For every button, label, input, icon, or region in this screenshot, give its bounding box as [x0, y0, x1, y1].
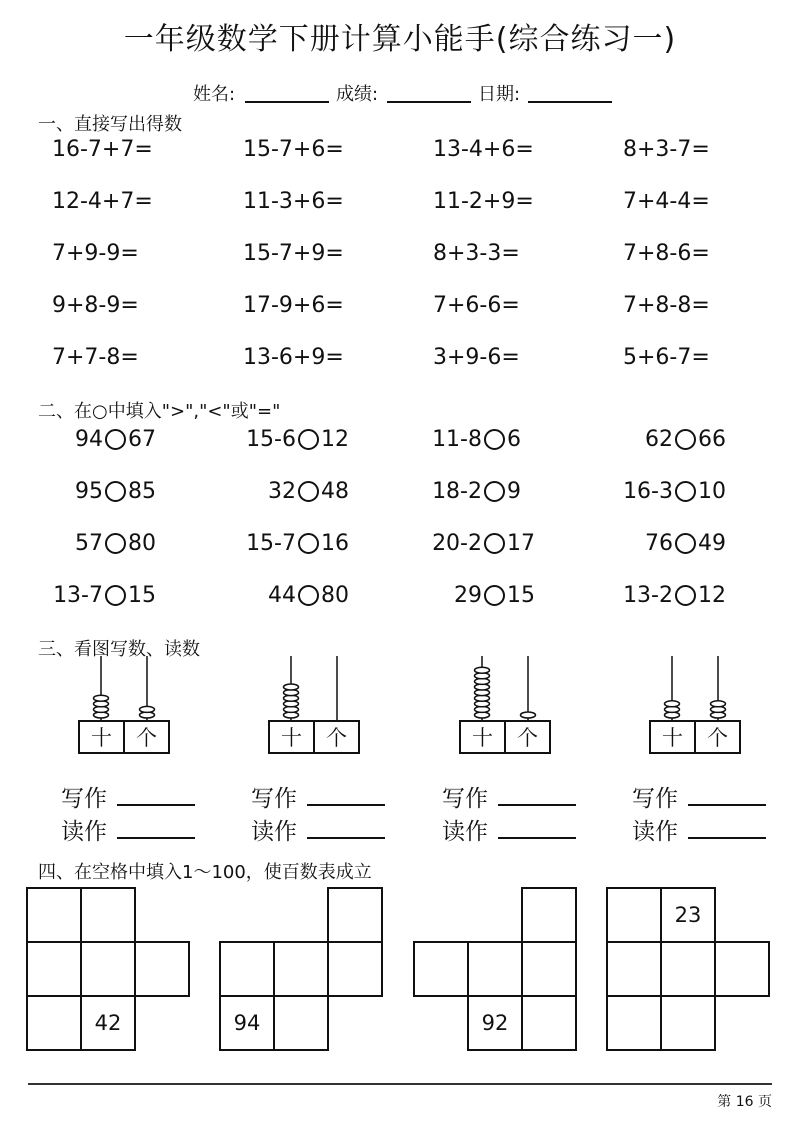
- exercise-item: 15-7+6=: [243, 137, 344, 162]
- exercise-item: 7+6-6=: [433, 293, 520, 318]
- read-row: [251, 813, 385, 846]
- exercise-item: 17-9+6=: [243, 293, 344, 318]
- answer-circle[interactable]: [105, 533, 126, 554]
- comparison-right: 15: [128, 583, 156, 608]
- blank-number-cell[interactable]: [413, 941, 469, 997]
- comparison-item: [565, 583, 800, 608]
- write-row: [442, 780, 576, 813]
- blank-number-cell[interactable]: [134, 941, 190, 997]
- comparison-left: 15-7: [246, 531, 296, 556]
- exercise-item: 15-7+9=: [243, 241, 344, 266]
- exercise-item: 13-6+9=: [243, 345, 344, 370]
- ones-place-box: 个: [313, 720, 360, 754]
- footer-divider: [28, 1083, 772, 1085]
- write-blank[interactable]: [307, 784, 385, 806]
- read-label: 读作: [61, 819, 107, 845]
- exercise-item: 7+8-8=: [623, 293, 710, 318]
- tens-bead: [94, 695, 109, 701]
- comparison-right: 80: [128, 531, 156, 556]
- blank-number-cell[interactable]: [273, 995, 329, 1051]
- read-blank[interactable]: [117, 817, 195, 839]
- write-row: [251, 780, 385, 813]
- name-label: 姓名:: [193, 84, 236, 105]
- blank-number-cell[interactable]: [80, 941, 136, 997]
- ones-bead: [711, 701, 726, 707]
- ones-place-box: 个: [504, 720, 551, 754]
- exercise-item: 12-4+7=: [52, 189, 153, 214]
- read-blank[interactable]: [498, 817, 576, 839]
- blank-number-cell[interactable]: [521, 995, 577, 1051]
- section4-heading: 四、在空格中填入1～100，使百数表成立: [38, 862, 372, 883]
- tens-place-box: 十: [268, 720, 315, 754]
- blank-number-cell[interactable]: [273, 941, 329, 997]
- comparison-left: 76: [645, 531, 673, 556]
- blank-number-cell[interactable]: [660, 941, 716, 997]
- date-blank[interactable]: [528, 101, 612, 103]
- ones-bead: [140, 706, 155, 712]
- exercise-item: 13-4+6=: [433, 137, 534, 162]
- comparison-right: 10: [698, 479, 726, 504]
- write-label: 写作: [442, 786, 488, 812]
- tens-bead: [284, 684, 299, 690]
- score-blank[interactable]: [387, 101, 471, 103]
- blank-number-cell[interactable]: [327, 941, 383, 997]
- blank-number-cell[interactable]: [521, 941, 577, 997]
- tens-bead: [665, 701, 680, 707]
- write-label: 写作: [632, 786, 678, 812]
- answer-circle[interactable]: [298, 429, 319, 450]
- blank-number-cell[interactable]: [219, 941, 275, 997]
- comparison-right: 67: [128, 427, 156, 452]
- comparison-right: 85: [128, 479, 156, 504]
- answer-circle[interactable]: [484, 429, 505, 450]
- blank-number-cell[interactable]: [467, 941, 523, 997]
- ones-bead: [521, 712, 536, 718]
- given-number-cell: 92: [467, 995, 523, 1051]
- write-label: 写作: [251, 786, 297, 812]
- comparison-right: 48: [321, 479, 349, 504]
- section1-heading: 一、直接写出得数: [38, 114, 182, 135]
- section2-heading: 二、在○中填入">","<"或"=": [38, 401, 281, 422]
- answer-circle[interactable]: [105, 481, 126, 502]
- write-blank[interactable]: [498, 784, 576, 806]
- comparison-item: [565, 531, 800, 556]
- answer-circle[interactable]: [675, 585, 696, 606]
- read-label: 读作: [632, 819, 678, 845]
- answer-circle[interactable]: [675, 533, 696, 554]
- comparison-left: 29: [454, 583, 482, 608]
- tens-place-box: 十: [78, 720, 125, 754]
- comparison-right: 66: [698, 427, 726, 452]
- ones-place-box: 个: [694, 720, 741, 754]
- comparison-left: 44: [268, 583, 296, 608]
- answer-circle[interactable]: [298, 481, 319, 502]
- read-label: 读作: [251, 819, 297, 845]
- exercise-item: 9+8-9=: [52, 293, 139, 318]
- read-row: [442, 813, 576, 846]
- comparison-left: 62: [645, 427, 673, 452]
- exercise-item: 11-2+9=: [433, 189, 534, 214]
- answer-circle[interactable]: [484, 585, 505, 606]
- comparison-right: 49: [698, 531, 726, 556]
- exercise-item: 5+6-7=: [623, 345, 710, 370]
- comparison-item: [565, 427, 800, 452]
- blank-number-cell[interactable]: [26, 887, 82, 943]
- comparison-right: 12: [698, 583, 726, 608]
- read-blank[interactable]: [688, 817, 766, 839]
- comparison-left: 13-7: [53, 583, 103, 608]
- section3-heading: 三、看图写数、读数: [38, 639, 200, 660]
- blank-number-cell[interactable]: [606, 941, 662, 997]
- given-number-cell: 42: [80, 995, 136, 1051]
- exercise-item: 3+9-6=: [433, 345, 520, 370]
- blank-number-cell[interactable]: [521, 887, 577, 943]
- comparison-left: 57: [75, 531, 103, 556]
- comparison-left: 94: [75, 427, 103, 452]
- answer-circle[interactable]: [484, 533, 505, 554]
- blank-number-cell[interactable]: [26, 941, 82, 997]
- worksheet-title: 一年级数学下册计算小能手(综合练习一): [123, 22, 677, 57]
- answer-circle[interactable]: [484, 481, 505, 502]
- answer-circle[interactable]: [675, 481, 696, 502]
- answer-circle[interactable]: [105, 429, 126, 450]
- answer-circle[interactable]: [105, 585, 126, 606]
- comparison-item: [565, 479, 800, 504]
- read-row: [632, 813, 766, 846]
- comparison-left: 15-6: [246, 427, 296, 452]
- comparison-left: 20-2: [432, 531, 482, 556]
- comparison-right: 12: [321, 427, 349, 452]
- answer-circle[interactable]: [298, 533, 319, 554]
- read-row: [61, 813, 195, 846]
- write-label: 写作: [61, 786, 107, 812]
- comparison-right: 6: [507, 427, 521, 452]
- tens-place-box: 十: [459, 720, 506, 754]
- tens-place-box: 十: [649, 720, 696, 754]
- score-label: 成绩:: [336, 84, 379, 105]
- comparison-left: 13-2: [623, 583, 673, 608]
- blank-number-cell[interactable]: [606, 995, 662, 1051]
- exercise-item: 7+7-8=: [52, 345, 139, 370]
- exercise-item: 7+4-4=: [623, 189, 710, 214]
- write-row: [61, 780, 195, 813]
- exercise-item: 8+3-7=: [623, 137, 710, 162]
- blank-number-cell[interactable]: [606, 887, 662, 943]
- blank-number-cell[interactable]: [327, 887, 383, 943]
- blank-number-cell[interactable]: [26, 995, 82, 1051]
- comparison-right: 15: [507, 583, 535, 608]
- comparison-left: 18-2: [432, 479, 482, 504]
- comparison-left: 16-3: [623, 479, 673, 504]
- comparison-right: 9: [507, 479, 521, 504]
- tens-bead: [475, 667, 490, 673]
- date-label: 日期:: [478, 84, 521, 105]
- blank-number-cell[interactable]: [714, 941, 770, 997]
- blank-number-cell[interactable]: [80, 887, 136, 943]
- comparison-right: 17: [507, 531, 535, 556]
- given-number-cell: 23: [660, 887, 716, 943]
- blank-number-cell[interactable]: [660, 995, 716, 1051]
- exercise-item: 8+3-3=: [433, 241, 520, 266]
- read-blank[interactable]: [307, 817, 385, 839]
- comparison-left: 95: [75, 479, 103, 504]
- write-blank[interactable]: [688, 784, 766, 806]
- comparison-left: 32: [268, 479, 296, 504]
- read-label: 读作: [442, 819, 488, 845]
- ones-place-box: 个: [123, 720, 170, 754]
- write-row: [632, 780, 766, 813]
- answer-circle[interactable]: [298, 585, 319, 606]
- exercise-item: 16-7+7=: [52, 137, 153, 162]
- comparison-right: 80: [321, 583, 349, 608]
- exercise-item: 7+8-6=: [623, 241, 710, 266]
- exercise-item: 7+9-9=: [52, 241, 139, 266]
- given-number-cell: 94: [219, 995, 275, 1051]
- name-blank[interactable]: [245, 101, 329, 103]
- exercise-item: 11-3+6=: [243, 189, 344, 214]
- write-blank[interactable]: [117, 784, 195, 806]
- comparison-left: 11-8: [432, 427, 482, 452]
- answer-circle[interactable]: [675, 429, 696, 450]
- page-number: 第 16 页: [717, 1094, 772, 1110]
- comparison-right: 16: [321, 531, 349, 556]
